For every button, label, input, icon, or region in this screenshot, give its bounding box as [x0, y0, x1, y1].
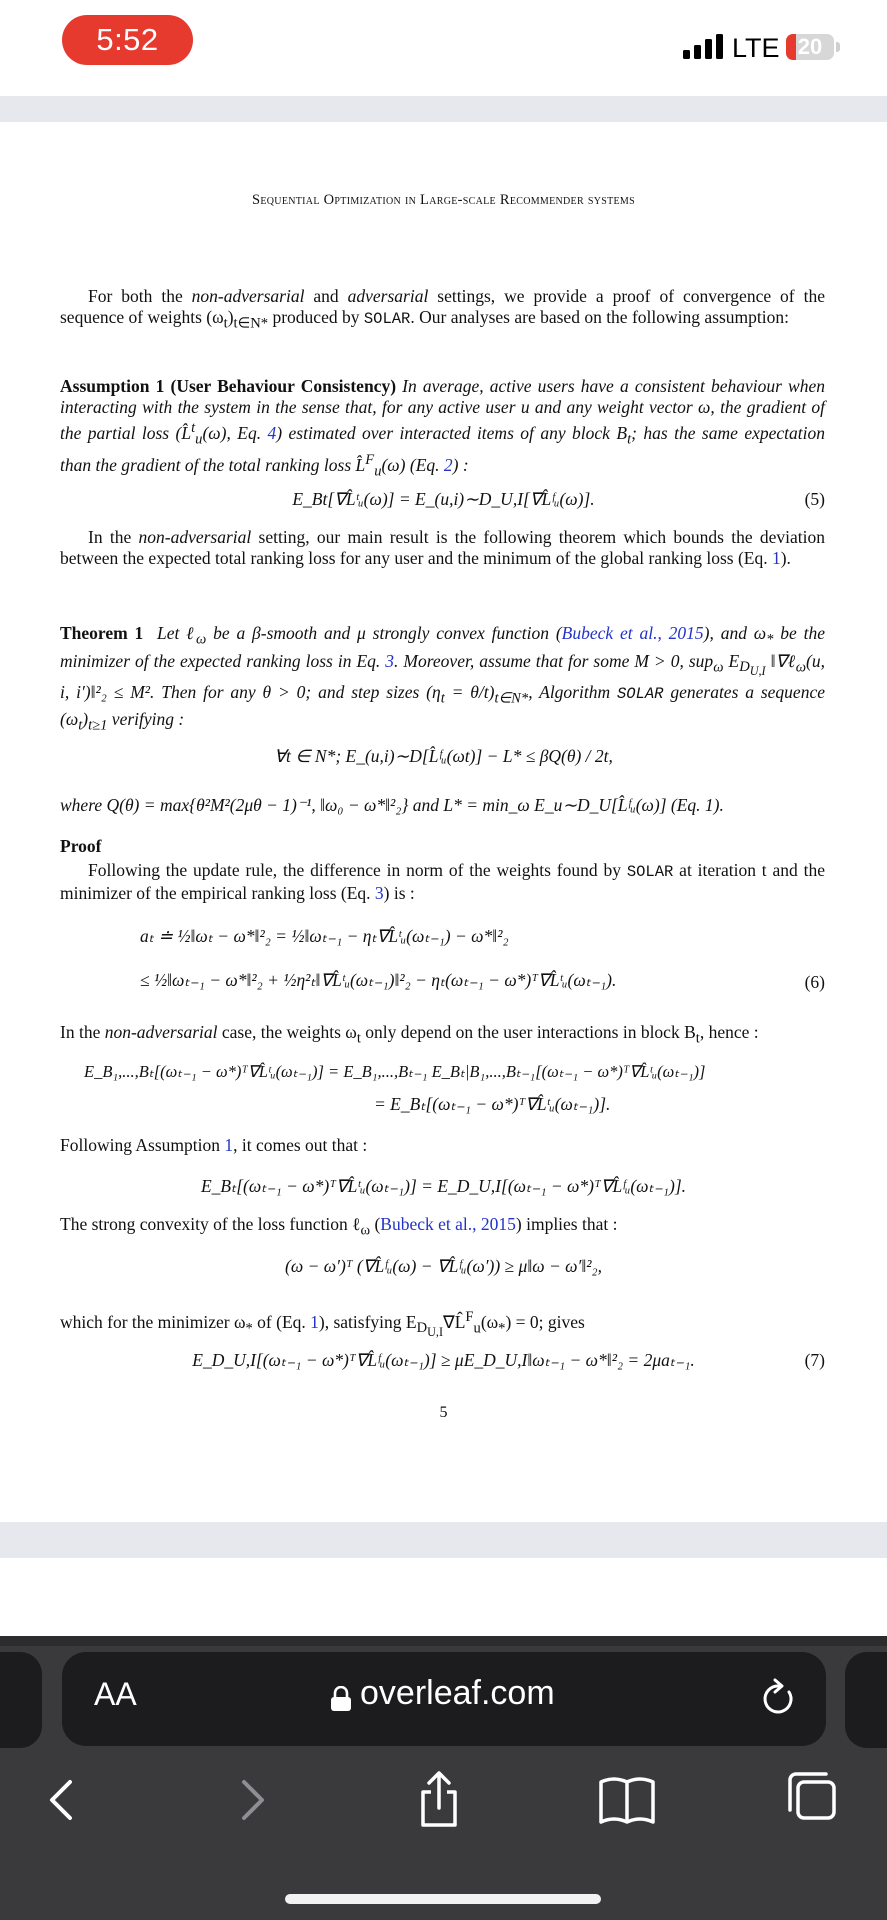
- proof-paragraph: Following the update rule, the difference in norm of the weights found by SOLAR at iteration t and the minimizer of the empirical ranking loss (Eq. 3) is :: [60, 860, 826, 903]
- forward-icon[interactable]: [234, 1770, 274, 1830]
- cellular-signal-icon: [683, 34, 727, 60]
- minimizer-line: which for the minimizer $\omega_*$ of (Eq. 1), satisfying $E_{D_{U,I}}\nabla L̂^F_u(\omega_*) = 0$; gives: [60, 1309, 585, 1340]
- nonadversarial-case-line: In the non-adversarial case, the weights $\omega_t$ only depend on the user interactions in block $B_t$, hence :: [60, 1022, 759, 1047]
- page-number: 5: [439, 1404, 448, 1421]
- back-icon[interactable]: [40, 1770, 80, 1830]
- citation-bubeck[interactable]: Bubeck et al., 2015: [561, 623, 704, 643]
- url-domain[interactable]: overleaf.com: [360, 1674, 555, 1712]
- theorem-equation: ∀t ∈ N*; E_(u,i)∼D[L̂ᶠᵤ(ωt)] − L* ≤ βQ(θ) / 2t,: [274, 746, 613, 766]
- equation-6-line-1: aₜ ≐ ½‖ωₜ − ω*‖²₂ = ½‖ωₜ₋₁ − ηₜ∇L̂ᵗᵤ(ωₜ₋₁) − ω*‖²₂: [140, 926, 509, 946]
- battery-icon: [786, 34, 834, 60]
- battery-percentage: 20: [797, 34, 823, 59]
- status-bar: [0, 0, 887, 96]
- strong-convexity-equation: (ω − ω′)ᵀ (∇L̂ᶠᵤ(ω) − ∇L̂ᶠᵤ(ω′)) ≥ μ‖ω − ω′‖²₂,: [285, 1256, 602, 1276]
- equation-5: E_Bt[∇L̂ᵗᵤ(ω)] = E_(u,i)∼D_U,I[∇L̂ᶠᵤ(ω)].: [292, 489, 595, 509]
- clock-time[interactable]: 5:52: [62, 15, 193, 65]
- following-assumption-line: Following Assumption 1, it comes out that :: [60, 1135, 368, 1155]
- previous-tab-card[interactable]: [0, 1652, 42, 1748]
- text-size-button[interactable]: AA: [94, 1676, 137, 1712]
- equation-6-number: (6): [804, 972, 825, 992]
- equation-7-number: (7): [804, 1350, 825, 1370]
- conditional-expectation-line-1: E_B₁,...,Bₜ[(ωₜ₋₁ − ω*)ᵀ∇L̂ᵗᵤ(ωₜ₋₁)] = E_B₁,...,Bₜ₋₁ E_Bₜ|B₁,...,Bₜ₋₁[(ωₜ₋₁ − ω*)ᵀ∇L̂ᵗᵤ(ωₜ₋₁)]: [84, 1062, 706, 1081]
- battery-tip: [836, 42, 840, 52]
- bookmarks-icon[interactable]: [597, 1770, 657, 1830]
- home-indicator[interactable]: [285, 1894, 601, 1904]
- assumption-consequence-equation: E_Bₜ[(ωₜ₋₁ − ω*)ᵀ∇L̂ᵗᵤ(ωₜ₋₁)] = E_D_U,I[(ωₜ₋₁ − ω*)ᵀ∇L̂ᶠᵤ(ωₜ₋₁)].: [200, 1176, 687, 1196]
- equation-6-line-2: ≤ ½‖ωₜ₋₁ − ω*‖²₂ + ½η²ₜ‖∇L̂ᵗᵤ(ωₜ₋₁)‖²₂ − ηₜ(ωₜ₋₁ − ω*)ᵀ∇L̂ᵗᵤ(ωₜ₋₁).: [140, 970, 617, 990]
- intro-paragraph: For both the non-adversarial and adversarial settings, we provide a proof of convergence of the sequence of weights $(\omega_t)_{t\in N*}$ produced by SOLAR. Our analyses are based on the following assumption:: [60, 286, 825, 332]
- assumption-1: Assumption 1 (User Behaviour Consistency) In average, active users have a consistent behaviour when interacting with the system in the sense that, for any active user u and any weight vector ω, the gradient of the partial loss (L̂$^t_u$(ω), Eq. 4) estimated over interacted items of any block $B_t$; has the same expectation than the gradient of the total ranking loss L̂$^F_u$(ω) (Eq. 2) :: [60, 376, 825, 480]
- where-line: where Q(θ) = max{θ²M²(2μθ − 1)⁻¹, ‖ω₀ − ω*‖²₂} and L* = min_ω E_u∼D_U[L̂ᶠᵤ(ω)] (Eq. 1).: [60, 795, 724, 815]
- reload-icon[interactable]: [758, 1676, 798, 1720]
- equation-7: E_D_U,I[(ωₜ₋₁ − ω*)ᵀ∇L̂ᶠᵤ(ωₜ₋₁)] ≥ μE_D_U,I‖ωₜ₋₁ − ω*‖²₂ = 2μaₜ₋₁.: [192, 1350, 695, 1370]
- citation-bubeck-2[interactable]: Bubeck et al., 2015: [380, 1214, 516, 1234]
- address-bar[interactable]: [62, 1652, 826, 1746]
- share-icon[interactable]: [414, 1770, 464, 1830]
- eq4-link[interactable]: 4: [267, 422, 277, 443]
- page-gap-bottom: [0, 1522, 887, 1558]
- eq1-link-2[interactable]: 1: [310, 1311, 319, 1332]
- eq3-link[interactable]: 3: [385, 650, 395, 671]
- conditional-expectation-line-2: = E_Bₜ[(ωₜ₋₁ − ω*)ᵀ∇L̂ᵗᵤ(ωₜ₋₁)].: [374, 1094, 611, 1114]
- assumption-1-link[interactable]: 1: [224, 1135, 234, 1155]
- nonadversarial-paragraph: In the non-adversarial setting, our main result is the following theorem which bounds the deviation between the expected total ranking loss for any user and the minimum of the global ranking loss (Eq. 1).: [60, 527, 825, 568]
- theorem-1: Theorem 1 Let ℓ$_\omega$ be a β-smooth and μ strongly convex function (Bubeck et al., 2015), and $\omega_*$ be the minimizer of the expected ranking loss in Eq. 3. Moreover, assume that for some M > 0, sup$_\omega$ $E_{D_{U,I}}$ ‖∇ℓ$_\omega$(u, i, i′)‖²₂ ≤ M². Then for any θ > 0; and step sizes $(\eta_t = \theta/t)_{t\in N*}$, Algorithm SOLAR generates a sequence $(\omega_t)_{t\ge 1}$ verifying :: [60, 623, 826, 734]
- eq3-link-2[interactable]: 3: [374, 883, 384, 903]
- eq2-link[interactable]: 2: [443, 455, 453, 476]
- equation-5-number: (5): [804, 489, 825, 509]
- tabs-icon[interactable]: [784, 1770, 844, 1830]
- network-type: LTE: [732, 33, 780, 63]
- proof-title: Proof: [60, 836, 102, 856]
- strong-convexity-line: The strong convexity of the loss function ℓ$_\omega$ (Bubeck et al., 2015) implies that :: [60, 1214, 618, 1239]
- toolbar-top-edge: [0, 1636, 887, 1646]
- running-header: Sequential Optimization in Large-scale Recommender systems: [252, 192, 635, 208]
- eq1-link[interactable]: 1: [771, 548, 781, 568]
- next-tab-card[interactable]: [845, 1652, 887, 1748]
- page-gap-top: [0, 96, 887, 122]
- lock-icon: [330, 1686, 352, 1712]
